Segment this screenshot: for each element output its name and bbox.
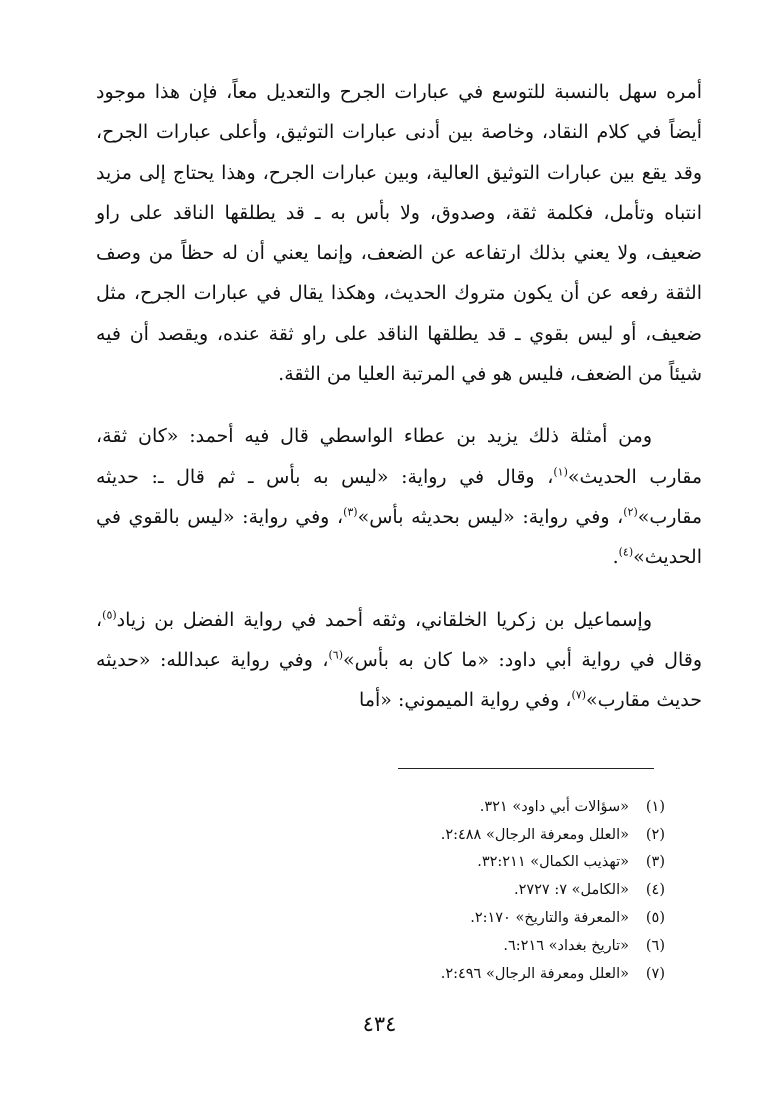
footnote-text: «العلل ومعرفة الرجال» ٢:٤٨٨. bbox=[440, 826, 629, 843]
paragraph-3-text-a: وإسماعيل بن زكريا الخلقاني، وثقه أحمد في رواية الفضل بن زياد bbox=[116, 608, 652, 631]
paragraph-2 bbox=[96, 416, 702, 577]
footnote bbox=[340, 876, 665, 904]
footnote bbox=[340, 793, 665, 821]
footnote-text: «الكامل» ٧: ٢٧٢٧. bbox=[513, 882, 629, 899]
paragraph-2-text-a: ومن أمثلة ذلك يزيد بن عطاء الواسطي قال فيه أحمد: «كان ثقة، مقارب الحديث» bbox=[96, 425, 703, 488]
footnote-number: (٦) bbox=[645, 937, 665, 954]
footnote-text: «العلل ومعرفة الرجال» ٢:٤٩٦. bbox=[440, 965, 629, 982]
paragraph-1 bbox=[96, 72, 702, 394]
main-text bbox=[96, 72, 702, 720]
footnotes-list bbox=[340, 793, 665, 988]
footnote bbox=[340, 849, 665, 877]
footnote-number: (٤) bbox=[645, 882, 665, 899]
paragraph-2-text-b: ، وقال في رواية: «ليس به بأس ـ ثم قال ـ: حديثه مقارب» bbox=[96, 465, 702, 528]
paragraph-3-text-c: ، وفي رواية عبدالله: «حديثه حديث مقارب» bbox=[96, 648, 702, 712]
paragraph-2-text-c: ، وفي رواية: «ليس بحديثه بأس» bbox=[357, 505, 624, 528]
footnote-ref-5[interactable]: (٥) bbox=[102, 608, 117, 622]
footnote-text: «سؤالات أبي داود» ٣٢١. bbox=[479, 798, 629, 815]
footnote-number: (٥) bbox=[645, 910, 665, 927]
footnote-ref-3[interactable]: (٣) bbox=[343, 505, 358, 519]
footnote-text: «تهذيب الكمال» ٣٢:٢١١. bbox=[477, 854, 629, 871]
footnote-separator bbox=[398, 768, 654, 769]
footnote-ref-1[interactable]: (١) bbox=[553, 465, 568, 479]
footnote-number: (٣) bbox=[645, 854, 665, 871]
footnote-text: «تاريخ بغداد» ٦:٢١٦. bbox=[503, 937, 629, 954]
paragraph-1-text: أمره سهل بالنسبة للتوسع في عبارات الجرح والتعديل معاً، فإن هذا موجود أيضاً في كلام النقاد، وخاصة بين أدنى عبارات التوثيق، وأعلى عبارات الجرح، وقد يقع بين عبارات التوثيق العالية، وبين عبارات الجرح، وهذا يحتاج إلى مزيد انتباه وتأمل، فكلمة ثقة، وصدوق، ولا بأس به ـ قد يطلقها الناقد على راو ضعيف، ولا يعني بذلك ارتفاعه عن الضعف، وإنما يعني أن له حظاً من وصف الثقة رفعه عن أن يكون متروك الحديث، وهكذا يقال في عبارات الجرح، مثل ضعيف، أو ليس بقوي ـ قد يطلقها الناقد على راو ثقة عنده، ويقصد أن فيه شيئاً من الضعف، فليس هو في المرتبة العليا من الثقة. bbox=[96, 81, 702, 386]
footnote-ref-6[interactable]: (٦) bbox=[328, 648, 343, 662]
page-number: ٤٣٤ bbox=[362, 1012, 397, 1036]
paragraph-2-text-d: ، وفي رواية: «ليس بالقوي في الحديث» bbox=[96, 505, 702, 569]
footnote bbox=[340, 904, 665, 932]
paragraph-3-text-d: ، وفي رواية الميموني: «أما bbox=[359, 689, 572, 712]
paragraph-3 bbox=[96, 600, 702, 721]
footnote-ref-7[interactable]: (٧) bbox=[571, 688, 587, 702]
footnote-number: (١) bbox=[645, 798, 665, 815]
paragraph-3-text-b: ، وقال في رواية أبي داود: «ما كان به بأس» bbox=[96, 608, 703, 671]
footnote-ref-2[interactable]: (٢) bbox=[623, 505, 638, 519]
footnote-ref-4[interactable]: (٤) bbox=[618, 545, 634, 559]
footnote bbox=[340, 932, 665, 960]
footnote-number: (٢) bbox=[645, 826, 665, 843]
footnote-number: (٧) bbox=[645, 965, 665, 982]
paragraph-2-text-e: . bbox=[612, 546, 619, 569]
footnote bbox=[340, 960, 665, 988]
footnote bbox=[340, 821, 665, 849]
footnote-text: «المعرفة والتاريخ» ٢:١٧٠. bbox=[470, 910, 629, 927]
